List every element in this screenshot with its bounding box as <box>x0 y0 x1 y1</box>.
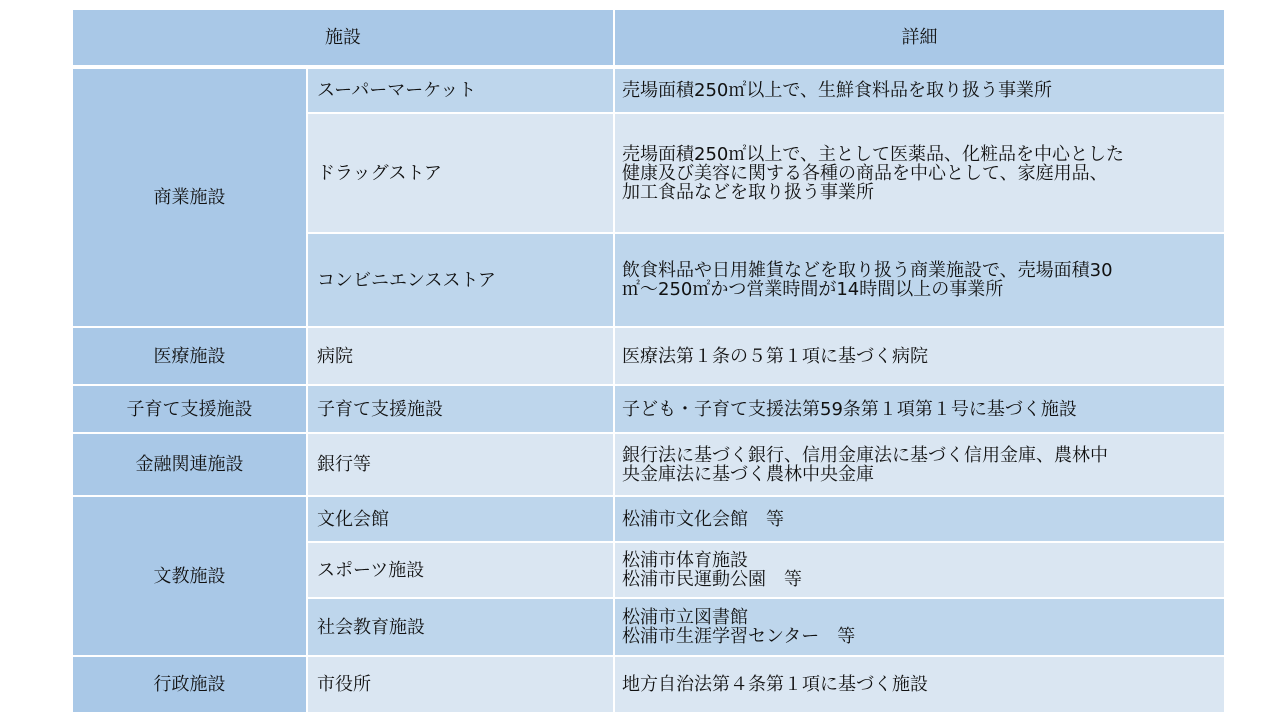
detail-cell <box>614 67 1225 113</box>
detail-line: 飲食料品や日用雑貨などを取り扱う商業施設で、売場面積30 <box>622 260 1113 281</box>
table-row <box>72 67 1225 113</box>
detail-line: 加工食品などを取り扱う事業所 <box>622 181 874 203</box>
table-row <box>72 385 1225 433</box>
detail-line: 松浦市文化会館 等 <box>622 508 784 530</box>
table-row <box>72 327 1225 385</box>
detail-cell <box>614 327 1225 385</box>
detail-line: ㎡～250㎡かつ営業時間が14時間以上の事業所 <box>622 279 1004 300</box>
category-financial: 金融関連施設 <box>72 433 307 496</box>
detail-line: 医療法第１条の５第１項に基づく病院 <box>622 345 928 367</box>
table-row <box>72 496 1225 542</box>
subcategory-cell: 子育て支援施設 <box>307 385 614 433</box>
detail-line: 地方自治法第４条第１項に基づく施設 <box>622 674 928 695</box>
table-row <box>72 656 1225 713</box>
facility-table <box>71 8 1226 714</box>
detail-cell <box>614 233 1225 327</box>
detail-line: 松浦市民運動公園 等 <box>622 569 802 590</box>
detail-cell <box>614 656 1225 713</box>
detail-line: 松浦市立図書館 <box>622 607 748 628</box>
detail-cell <box>614 113 1225 233</box>
subcategory-cell: 銀行等 <box>307 433 614 496</box>
detail-line: 松浦市生涯学習センター 等 <box>622 626 856 647</box>
detail-cell <box>614 542 1225 598</box>
subcategory-cell: 社会教育施設 <box>307 598 614 656</box>
detail-line: 売場面積250㎡以上で、主として医薬品、化粧品を中心とした <box>622 143 1124 165</box>
table-row <box>72 433 1225 496</box>
subcategory-cell: スポーツ施設 <box>307 542 614 598</box>
category-culture: 文教施設 <box>72 496 307 656</box>
category-childcare: 子育て支援施設 <box>72 385 307 433</box>
detail-cell <box>614 385 1225 433</box>
detail-line: 銀行法に基づく銀行、信用金庫法に基づく信用金庫、農林中 <box>622 444 1108 466</box>
detail-cell <box>614 598 1225 656</box>
subcategory-cell: スーパーマーケット <box>307 67 614 113</box>
category-admin: 行政施設 <box>72 656 307 713</box>
header-facility: 施設 <box>72 9 614 67</box>
detail-line: 松浦市体育施設 <box>622 550 748 571</box>
subcategory-cell: ドラッグストア <box>307 113 614 233</box>
detail-line: 央金庫法に基づく農林中央金庫 <box>622 463 874 485</box>
detail-cell <box>614 433 1225 496</box>
detail-cell <box>614 496 1225 542</box>
subcategory-cell: コンビニエンスストア <box>307 233 614 327</box>
detail-line: 健康及び美容に関する各種の商品を中心として、家庭用品、 <box>622 162 1108 184</box>
header-detail: 詳細 <box>614 9 1225 67</box>
subcategory-cell: 病院 <box>307 327 614 385</box>
detail-line: 売場面積250㎡以上で、生鮮食料品を取り扱う事業所 <box>622 80 1052 101</box>
header-row <box>72 9 1225 67</box>
category-commercial: 商業施設 <box>72 67 307 327</box>
subcategory-cell: 市役所 <box>307 656 614 713</box>
subcategory-cell: 文化会館 <box>307 496 614 542</box>
category-medical: 医療施設 <box>72 327 307 385</box>
detail-line: 子ども・子育て支援法第59条第１項第１号に基づく施設 <box>622 398 1077 420</box>
